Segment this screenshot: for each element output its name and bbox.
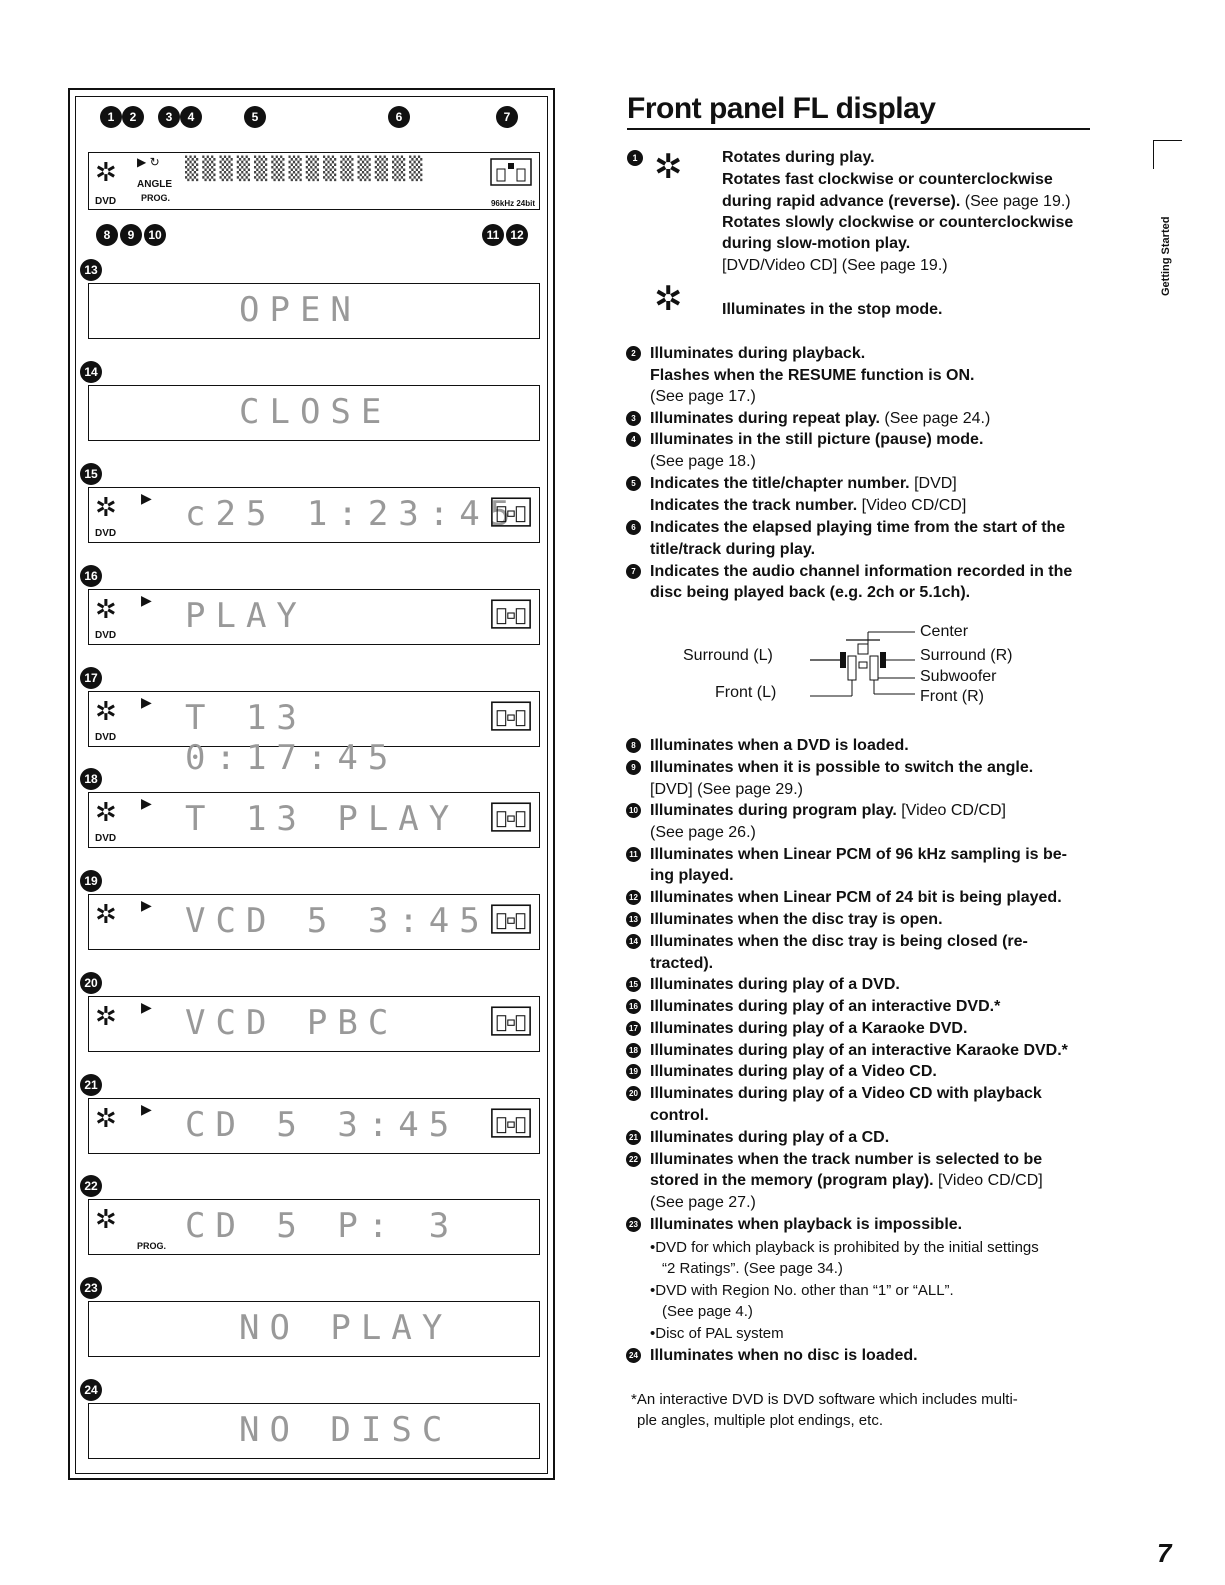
play-icon: ▶	[141, 490, 152, 506]
item-21-num: 21	[626, 1130, 641, 1145]
screen-indicator-label: DVD	[95, 732, 117, 743]
segment-digits: ▒▒▒▒▒▒▒▒▒▒▒▒▒▒	[185, 157, 427, 182]
item-6-l1: Indicates the elapsed playing time from the start of the	[650, 519, 1066, 536]
play-icon: ▶	[141, 1101, 152, 1117]
speaker-channel-icon	[810, 624, 920, 704]
disc-rotation-icon: ✲	[95, 1001, 117, 1031]
item-18-num: 18	[626, 1043, 641, 1058]
callout-8: 8	[96, 224, 118, 246]
screen-indicator-label: DVD	[95, 528, 117, 539]
item-7-l2: disc being played back (e.g. 2ch or 5.1ch).	[650, 584, 971, 601]
fl-display-screen	[88, 487, 540, 543]
item-22-num: 22	[626, 1152, 641, 1167]
disc-rotation-icon: ✲	[95, 594, 117, 624]
fl-segment-text: CD 5 P: 3	[185, 1206, 460, 1246]
item-6-num: 6	[626, 520, 641, 535]
speaker-diagram	[680, 620, 1060, 710]
fl-display-screen	[88, 894, 540, 950]
disc-rotation-icon: ✲	[95, 797, 117, 827]
callout-6: 6	[388, 106, 410, 128]
disc-rotation-icon: ✲	[95, 899, 117, 929]
page-number: 7	[1157, 1538, 1172, 1568]
item-20-num: 20	[626, 1086, 641, 1101]
fl-display-screen	[88, 385, 540, 441]
disc-rotation-icon: ✲	[95, 157, 117, 187]
footnote-l1: *An interactive DVD is DVD software which includes multi-	[631, 1391, 1018, 1408]
callout-4: 4	[180, 106, 202, 128]
screen-callout: 15	[80, 463, 102, 485]
label-front-l: Front (L)	[715, 684, 777, 701]
item-21-text: Illuminates during play of a CD.	[650, 1129, 890, 1146]
item-2-num: 2	[626, 346, 641, 361]
callout-10: 10	[144, 224, 166, 246]
item-4-l2: (See page 18.)	[650, 453, 756, 470]
item-9-num: 9	[626, 760, 641, 775]
play-repeat-icons: ▶ ↻	[137, 155, 160, 169]
item-23-text: Illuminates when playback is impossible.	[650, 1216, 963, 1233]
item-8-text: Illuminates when a DVD is loaded.	[650, 737, 909, 754]
item-11-l2: ing played.	[650, 867, 734, 884]
disc-rotation-icon: ✲	[95, 1103, 117, 1133]
item-1-l1: Rotates during play.	[722, 149, 875, 166]
channel-icon	[489, 155, 533, 189]
item-11-l1: Illuminates when Linear PCM of 96 kHz sampling is be-	[650, 846, 1067, 863]
channel-icon	[489, 1003, 533, 1037]
play-icon: ▶	[141, 795, 152, 811]
screen-callout: 21	[80, 1074, 102, 1096]
callout-2: 2	[122, 106, 144, 128]
item-13-text: Illuminates when the disc tray is open.	[650, 911, 943, 928]
fl-segment-text: CD 5 3:45	[185, 1105, 460, 1145]
screen-callout: 20	[80, 972, 102, 994]
play-icon: ▶	[141, 694, 152, 710]
item-5-l2b: [Video CD/CD]	[857, 497, 967, 514]
screen-indicator-label: DVD	[95, 833, 117, 844]
play-icon: ▶	[141, 592, 152, 608]
fl-segment-text: CLOSE	[239, 392, 392, 432]
fl-segment-text: NO PLAY	[239, 1308, 453, 1348]
fl-segment-text: OPEN	[239, 290, 361, 330]
item-22-l3: (See page 27.)	[650, 1194, 756, 1211]
disc-rotation-icon: ✲	[95, 1204, 117, 1234]
item-8-num: 8	[626, 738, 641, 753]
item-7-num: 7	[626, 564, 641, 579]
channel-icon	[489, 799, 533, 833]
item-2-l1: Illuminates during playback.	[650, 345, 866, 362]
fl-segment-text: T 13 0:17:45	[185, 698, 399, 778]
item-23-b2b: (See page 4.)	[662, 1303, 753, 1320]
item-5-l2a: Indicates the track number.	[650, 497, 858, 514]
item-1-l5: during slow-motion play.	[722, 235, 911, 252]
title-rule	[627, 128, 1090, 130]
fl-display-screen	[88, 1301, 540, 1357]
full-fl-display	[88, 152, 540, 210]
item-2-l2: Flashes when the RESUME function is ON.	[650, 367, 975, 384]
disc-rotation-icon: ✲	[95, 492, 117, 522]
channel-icon	[489, 1105, 533, 1139]
item-11-num: 11	[626, 847, 641, 862]
item-1-l3b: (See page 19.)	[960, 193, 1071, 210]
item-17-text: Illuminates during play of a Karaoke DVD.	[650, 1020, 968, 1037]
fl-display-screen	[88, 1098, 540, 1154]
item-12-text: Illuminates when Linear PCM of 24 bit is being played.	[650, 889, 1062, 906]
sample-rate-indicator: 96kHz 24bit	[490, 199, 535, 208]
item-10-num: 10	[626, 803, 641, 818]
item-3-a: Illuminates during repeat play.	[650, 410, 880, 427]
callout-3: 3	[158, 106, 180, 128]
item-16-num: 16	[626, 999, 641, 1014]
fl-display-screen	[88, 1403, 540, 1459]
callout-9: 9	[120, 224, 142, 246]
fl-segment-text: VCD PBC	[185, 1003, 399, 1043]
disc-rotation-icon: ✲	[654, 148, 683, 186]
label-surround-l: Surround (L)	[683, 647, 773, 664]
channel-icon	[489, 698, 533, 732]
page-title: Front panel FL display	[627, 92, 936, 125]
fl-segment-text: T 13 PLAY	[185, 799, 460, 839]
item-6-l2: title/track during play.	[650, 541, 816, 558]
fl-display-screen	[88, 996, 540, 1052]
item-23-num: 23	[626, 1217, 641, 1232]
item-20-l2: control.	[650, 1107, 709, 1124]
screen-callout: 13	[80, 259, 102, 281]
item-3-num: 3	[626, 411, 641, 426]
channel-icon	[489, 494, 533, 528]
item-23-b3: •Disc of PAL system	[650, 1325, 784, 1342]
play-icon: ▶	[141, 999, 152, 1015]
item-1-l6: [DVD/Video CD] (See page 19.)	[722, 257, 948, 274]
item-1-num: 1	[627, 150, 643, 166]
fl-segment-text: PLAY	[185, 596, 307, 636]
prog-indicator: PROG.	[141, 193, 171, 203]
item-13-num: 13	[626, 912, 641, 927]
item-5-l1b: [DVD]	[909, 475, 957, 492]
screen-callout: 18	[80, 768, 102, 790]
item-3-b: (See page 24.)	[879, 410, 991, 427]
fl-segment-text: NO DISC	[239, 1410, 453, 1450]
section-tab-label: Getting Started	[1160, 216, 1172, 296]
screen-indicator-label: DVD	[95, 630, 117, 641]
fl-segment-text: VCD 5 3:45	[185, 901, 490, 941]
item-17-num: 17	[626, 1021, 641, 1036]
item-14-l1: Illuminates when the disc tray is being closed (re-	[650, 933, 1028, 950]
item-1-l3a: during rapid advance (reverse).	[722, 193, 961, 210]
label-subwoofer: Subwoofer	[920, 668, 997, 685]
item-23-b1b: “2 Ratings”. (See page 34.)	[662, 1260, 843, 1277]
disc-stop-icon: ✲	[654, 280, 683, 318]
item-18-text: Illuminates during play of an interactive Karaoke DVD.*	[650, 1042, 1068, 1059]
screen-callout: 22	[80, 1175, 102, 1197]
item-22-l1: Illuminates when the track number is selected to be	[650, 1151, 1043, 1168]
fl-display-screen	[88, 589, 540, 645]
item-22-l2: stored in the memory (program play).	[650, 1172, 934, 1189]
label-front-r: Front (R)	[920, 688, 984, 705]
callout-11: 11	[482, 224, 504, 246]
item-19-text: Illuminates during play of a Video CD.	[650, 1063, 937, 1080]
item-5-l1a: Indicates the title/chapter number.	[650, 475, 910, 492]
item-19-num: 19	[626, 1064, 641, 1079]
item-9-l2: [DVD] (See page 29.)	[650, 781, 803, 798]
item-23-b2: •DVD with Region No. other than “1” or “ALL”.	[650, 1282, 954, 1299]
item-20-l1: Illuminates during play of a Video CD with playback	[650, 1085, 1042, 1102]
item-4-l1: Illuminates in the still picture (pause) mode.	[650, 431, 984, 448]
channel-icon	[489, 596, 533, 630]
screen-indicator-label: PROG.	[137, 1241, 167, 1251]
screen-callout: 24	[80, 1379, 102, 1401]
fl-display-screen	[88, 1199, 540, 1255]
screen-callout: 23	[80, 1277, 102, 1299]
disc-rotation-icon: ✲	[95, 696, 117, 726]
dvd-indicator: DVD	[95, 196, 117, 207]
callout-5: 5	[244, 106, 266, 128]
item-4-num: 4	[626, 432, 641, 447]
label-center: Center	[920, 623, 969, 640]
fl-display-screen	[88, 283, 540, 339]
item-24-num: 24	[626, 1348, 641, 1363]
channel-icon	[489, 901, 533, 935]
item-15-num: 15	[626, 977, 641, 992]
callout-7: 7	[496, 106, 518, 128]
item-1-l4: Rotates slowly clockwise or counterclockwise	[722, 214, 1074, 231]
callout-1: 1	[100, 106, 122, 128]
item-1-l7: Illuminates in the stop mode.	[722, 301, 943, 318]
fl-display-screen	[88, 691, 540, 778]
item-22-l2b: [Video CD/CD]	[933, 1172, 1043, 1189]
item-5-num: 5	[626, 476, 641, 491]
item-15-text: Illuminates during play of a DVD.	[650, 976, 900, 993]
item-24-text: Illuminates when no disc is loaded.	[650, 1347, 918, 1364]
item-10-l1b: [Video CD/CD]	[896, 802, 1006, 819]
callout-12: 12	[506, 224, 528, 246]
screen-callout: 14	[80, 361, 102, 383]
label-surround-r: Surround (R)	[920, 647, 1013, 664]
fl-segment-text: c25 1:23:45	[185, 494, 521, 534]
footnote-l2: ple angles, multiple plot endings, etc.	[637, 1412, 883, 1429]
item-16-text: Illuminates during play of an interactive DVD.*	[650, 998, 1001, 1015]
item-10-l1a: Illuminates during program play.	[650, 802, 897, 819]
item-14-num: 14	[626, 934, 641, 949]
item-7-l1: Indicates the audio channel information recorded in the	[650, 563, 1073, 580]
fl-display-screen	[88, 792, 540, 848]
item-9-l1: Illuminates when it is possible to switch the angle.	[650, 759, 1034, 776]
item-23-b1: •DVD for which playback is prohibited by the initial settings	[650, 1239, 1039, 1256]
item-14-l2: tracted).	[650, 955, 714, 972]
screen-callout: 19	[80, 870, 102, 892]
item-2-l3: (See page 17.)	[650, 388, 756, 405]
screen-callout: 16	[80, 565, 102, 587]
play-icon: ▶	[141, 897, 152, 913]
screen-callout: 17	[80, 667, 102, 689]
item-10-l2: (See page 26.)	[650, 824, 756, 841]
angle-indicator: ANGLE	[137, 179, 172, 190]
item-1-l2: Rotates fast clockwise or counterclockwise	[722, 171, 1053, 188]
item-12-num: 12	[626, 890, 641, 905]
